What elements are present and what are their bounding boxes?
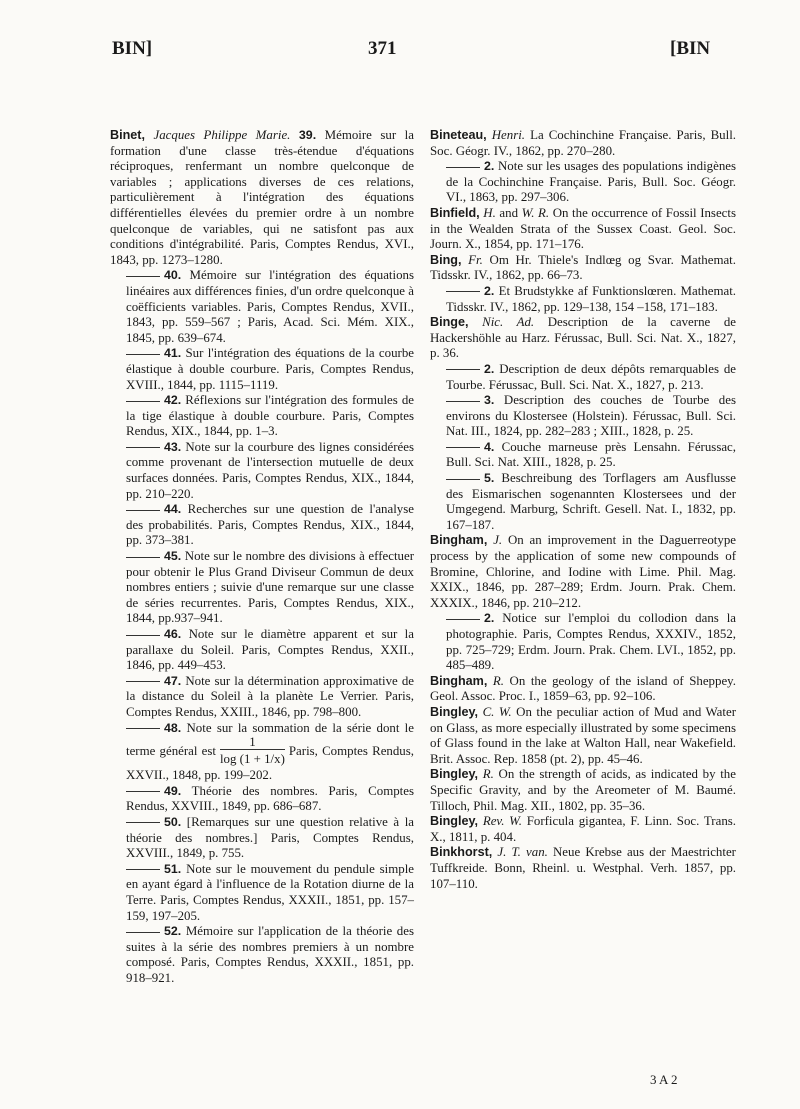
entry-number: 2. — [484, 361, 495, 376]
author-given-name: C. W. — [482, 704, 512, 719]
bibliography-entry — [110, 862, 414, 924]
author-surname: Bingley, — [430, 704, 479, 719]
entry-number: 50. — [164, 814, 182, 829]
author-given-name: R. — [482, 767, 494, 782]
header-left: BIN] — [112, 38, 153, 59]
bibliography-entry — [110, 721, 414, 784]
entry-number: 51. — [164, 861, 182, 876]
bibliography-entry — [430, 253, 736, 284]
right-column — [430, 128, 736, 892]
entry-number: 42. — [164, 393, 182, 408]
entry-text: Recherches sur une question de l'analyse des probabilités. Paris, Comptes Rendus, XIX., 1844, pp. 373–381. — [126, 502, 414, 548]
author-given-name: Nic. Ad. — [482, 315, 535, 330]
entry-text: Paris, Comptes Rendus, XXVII., 1848, pp. 199–202. — [126, 744, 414, 783]
bibliography-entry — [430, 814, 736, 845]
ditto-dash — [126, 728, 160, 729]
ditto-dash — [446, 447, 480, 448]
bibliography-entry — [430, 533, 736, 611]
entry-text: Om Hr. Thiele's Indlœg og Svar. Mathemat. Tidsskr. IV., 1862, pp. 66–73. — [430, 252, 736, 283]
entry-text: On the geology of the island of Sheppey. Geol. Assoc. Proc. I., 1859–63, pp. 92–106. — [430, 673, 736, 704]
ditto-dash — [126, 354, 160, 355]
ditto-dash — [126, 557, 160, 558]
author-surname: Bingley, — [430, 814, 479, 829]
ditto-dash — [446, 291, 480, 292]
author-given-name: H. — [483, 205, 496, 220]
entry-text: Théorie des nombres. Paris, Comptes Rendus, XXVIII., 1849, pp. 686–687. — [126, 783, 414, 814]
entry-text: Note sur la détermination approximative de la distance du Soleil à la planète Le Verrier. Paris, Comptes Rendus, XXIII., 1846, pp. 798–800. — [126, 673, 414, 719]
entry-text: On the strength of acids, as indicated by the Specific Gravity, and by the Areometer of M. Baumé. Tilloch, Phil. Mag. XII., 1802, pp. 35–36. — [430, 767, 736, 813]
bibliography-entry — [430, 393, 736, 440]
ditto-dash — [446, 369, 480, 370]
entry-number: 49. — [164, 783, 182, 798]
author-given-name: Fr. — [468, 252, 483, 267]
entry-number: 46. — [164, 627, 182, 641]
entry-text: Mémoire sur l'intégration des équations linéaires aux différences finies, d'un ordre quelconque à coëfficients variables. Paris, Comptes Rendus, XVII., 1843, pp. 559–567 ; Paris, Acad. Sci. Mém. XIX., 1845, pp. 639–674. — [126, 268, 414, 345]
entry-text: Note sur le diamètre apparent et sur la parallaxe du Soleil. Paris, Comptes Rendus, XXII., 1846, pp. 449–453. — [126, 627, 414, 673]
ditto-dash — [126, 869, 160, 870]
entry-text: La Cochinchine Française. Paris, Bull. Soc. Géogr. IV., 1862, pp. 270–280. — [430, 128, 737, 158]
bibliography-entry — [430, 315, 736, 362]
entry-number: 43. — [164, 439, 182, 454]
bibliography-entry — [110, 128, 414, 268]
author-surname: Binge, — [430, 315, 469, 330]
ditto-dash — [446, 619, 480, 620]
entry-number: 40. — [164, 268, 182, 283]
ditto-dash — [126, 276, 160, 277]
bibliography-entry — [430, 284, 736, 315]
bibliography-entry — [430, 471, 736, 533]
author-given-name: R. — [492, 673, 505, 688]
bibliography-entry — [430, 440, 736, 471]
entry-number: 47. — [164, 673, 182, 688]
entry-number: 48. — [164, 720, 182, 735]
bibliography-entry — [430, 845, 736, 892]
bibliography-entry — [430, 159, 736, 206]
bibliography-entry — [430, 705, 736, 767]
bibliography-entry — [110, 502, 414, 549]
entry-number: 2. — [484, 159, 495, 174]
entry-number: 4. — [484, 439, 495, 454]
bibliography-entry — [110, 268, 414, 346]
bibliography-entry — [110, 627, 414, 674]
ditto-dash — [126, 635, 160, 636]
author-given-name: Henri. — [491, 128, 526, 142]
entry-number: 2. — [484, 611, 495, 626]
bibliography-entry — [110, 815, 414, 862]
entry-number: 41. — [164, 346, 182, 361]
author-surname: Bing, — [430, 252, 462, 267]
entry-text: Mémoire sur l'application de la théorie des suites à la série des nombres premiers à un nombre composé. Paris, Comptes Rendus, XXXII., 1851, pp. 918–921. — [126, 924, 414, 985]
entry-text: Couche marneuse près Lensahn. Férussac, Bull. Sci. Nat. XIII., 1828, p. 25. — [446, 439, 736, 470]
entry-number: 5. — [484, 471, 495, 486]
running-header — [0, 38, 800, 68]
entry-number: 52. — [164, 924, 182, 939]
author-surname: Binfield, — [430, 205, 480, 220]
ditto-dash — [126, 510, 160, 511]
author-surname: Bingley, — [430, 767, 479, 782]
bibliography-entry — [430, 674, 736, 705]
ditto-dash — [126, 822, 160, 823]
bibliography-entry — [430, 128, 736, 159]
header-right: [BIN — [670, 38, 711, 59]
bibliography-entry — [110, 784, 414, 815]
entry-number: 44. — [164, 502, 182, 517]
bibliography-entry — [110, 924, 414, 986]
entry-text: Beschreibung des Torflagers am Ausflusse des Eismarischen sogenannten Klostersees und der Umgegend. Marburg, Schrift. Gesell. Nat. I., 1832, pp. 167–187. — [446, 471, 736, 532]
entry-text: Note sur la sommation de la série dont le terme général est — [126, 720, 414, 759]
math-formula — [220, 736, 285, 768]
author-surname: Bingham, — [430, 673, 488, 688]
bibliography-entry — [430, 611, 736, 673]
author-surname: Bineteau, — [430, 128, 487, 142]
bibliography-entry — [430, 362, 736, 393]
entry-text: Description des couches de Tourbe des environs du Klostersee (Holstein). Férussac, Bull. Sci. Nat. III., 1824, pp. 282–283 ; XIII., 1828, p. 25. — [446, 393, 736, 439]
author-given-name: J. T. van. — [497, 845, 548, 860]
ditto-dash — [126, 932, 160, 933]
ditto-dash — [126, 791, 160, 792]
entry-number: 2. — [484, 283, 495, 298]
formula-numerator: 1 — [220, 736, 285, 750]
entry-text: Sur l'intégration des équations de la courbe élastique à double courbure. Paris, Comptes Rendus, XVIII., 1844, pp. 1115–1119. — [126, 346, 414, 392]
entry-text: Neue Krebse aus der Maestrichter Tuffkreide. Bonn, Rheinl. u. Westphal. Verh. 1857, pp. 107–110. — [430, 845, 736, 891]
signature-mark: 3 A 2 — [650, 1072, 678, 1087]
entry-text: On the peculiar action of Mud and Water on Glass, as more especially illustrated by some specimens of Glass found in the lake at Walton Hall, near Wakefield. Brit. Assoc. Rep. 1858 (pt. 2), pp. 45–46. — [430, 704, 736, 766]
entry-text: Notice sur l'emploi du collodion dans la photographie. Paris, Comptes Rendus, XXXIV., 1852, pp. 725–729; Erdm. Journ. Prak. Chem. LVI., 1852, pp. 485–489. — [446, 611, 736, 673]
entry-text: [Remarques sur une question relative à la théorie des nombres.] Paris, Comptes Rendus, XXVIII., 1849, p. 755. — [126, 814, 414, 861]
formula-denominator: log (1 + 1/x) — [219, 752, 285, 767]
bibliography-entry — [110, 393, 414, 440]
entry-text: Réflexions sur l'intégration des formules de la tige élastique à double courbure. Paris, Comptes Rendus, XIX., 1844, pp. 1–3. — [126, 393, 414, 439]
author-given-name: Jacques Philippe Marie. — [153, 128, 291, 142]
author-surname: Binet, — [110, 128, 145, 142]
bibliography-entry — [430, 767, 736, 814]
entry-text: On an improvement in the Daguerreotype process by the application of some new compounds of Bromine, Chlorine, and Iodine with Lime. Phil. Mag. XXIX., 1846, pp. 287–289; Erdm. Journ. Prak. Chem. XXXIX., 1846, pp. 210–212. — [430, 533, 736, 610]
entry-text: Forficula gigantea, F. Linn. Soc. Trans. X., 1811, p. 404. — [430, 814, 736, 844]
ditto-dash — [126, 681, 160, 682]
author-surname: Binkhorst, — [430, 845, 493, 860]
ditto-dash — [446, 167, 480, 168]
author-surname: Bingham, — [430, 533, 488, 548]
entry-text: Description de deux dépôts remarquables de Tourbe. Férussac, Bull. Sci. Nat. X., 1827, p. 213. — [446, 361, 736, 392]
entry-number: 45. — [164, 549, 182, 564]
bibliography-entry — [110, 674, 414, 721]
entry-number: 39. — [298, 128, 317, 142]
bibliography-entry — [110, 549, 414, 627]
entry-text: Et Brudstykke af Funktionslœren. Mathemat. Tidsskr. IV., 1862, pp. 129–138, 154 –158, 171–183. — [446, 283, 736, 314]
entry-number: 3. — [484, 393, 495, 408]
ditto-dash — [126, 401, 160, 402]
entry-text: Note sur la courbure des lignes considérées comme provenant de l'intersection mutuelle de deux surfaces données. Paris, Comptes Rendus, XIX., 1844, pp. 210–220. — [126, 439, 414, 501]
bibliography-entry — [430, 206, 736, 253]
entry-text: On the occurrence of Fossil Insects in the Wealden Strata of the Sussex Coast. Geol. Soc. Journ. X., 1854, pp. 171–176. — [430, 205, 736, 252]
left-column — [110, 128, 414, 986]
author-given-name: J. — [493, 533, 503, 548]
author-given-name: Rev. W. — [482, 814, 522, 829]
ditto-dash — [446, 479, 480, 480]
page-number: 371 — [368, 38, 397, 59]
ditto-dash — [446, 401, 480, 402]
ditto-dash — [126, 447, 160, 448]
entry-text: Note sur le mouvement du pendule simple en ayant égard à l'influence de la Rotation diurne de la Terre. Paris, Comptes Rendus, XXXII., 1851, pp. 157–159, 197–205. — [126, 861, 414, 923]
author-conjunction: and — [499, 205, 519, 220]
author-given-name: W. R. — [521, 205, 550, 220]
entry-text: Note sur le nombre des divisions à effectuer pour obtenir le Plus Grand Diviseur Commun de deux nombres entiers ; suivie d'une remarque sur une classe de séries recurrentes. Paris, Comptes Rendus, XIX., 1844, pp.937–941. — [126, 549, 414, 626]
bibliography-entry — [110, 440, 414, 502]
entry-text: Mémoire sur la formation d'une classe très-étendue d'équations réciproques, renfermant un nombre quelconque de variables ; applications diverses de ces relations, particulièrement à l'intégration des équations différentielles élevées du premier ordre à un nombre quelconque de variables, qui ne satisfont pas aux conditions d'intégrabilité. Paris, Comptes Rendus, XVI., 1843, pp. 1273–1280. — [110, 128, 414, 267]
entry-text: Note sur les usages des populations indigènes de la Cochinchine Française. Paris, Bull. Soc. Géogr. VI., 1863, pp. 297–306. — [446, 159, 736, 205]
bibliography-entry — [110, 346, 414, 393]
entry-text: Description de la caverne de Hackershöhle au Harz. Férussac, Bull. Sci. Nat. X., 1827, p. 36. — [430, 315, 736, 361]
